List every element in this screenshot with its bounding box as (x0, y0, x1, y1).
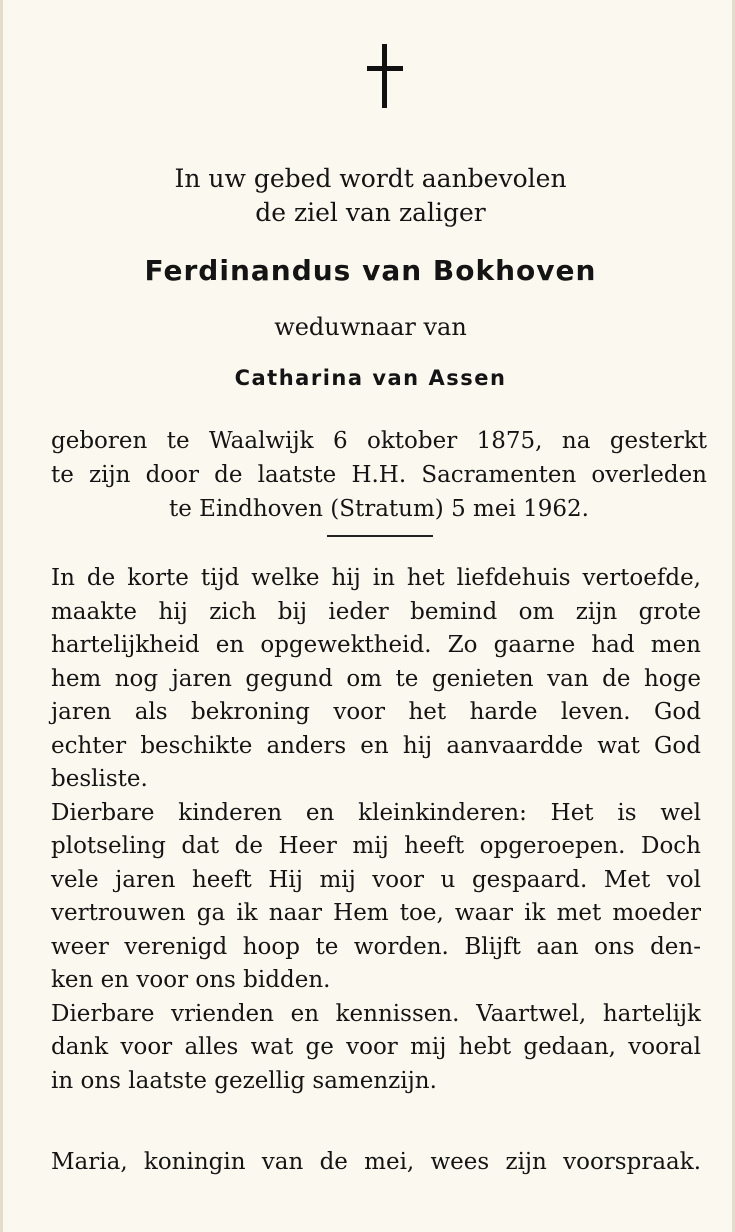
text-line: jaren als bekroning voor het harde leven. God (51, 699, 701, 725)
text-line: weer verenigd hoop te worden. Blijft aan ons den- (51, 933, 701, 960)
text-line: dank voor alles wat ge voor mij hebt gedaan, vooral (51, 1034, 701, 1060)
text-line: hartelijkheid en opgewektheid. Zo gaarne had men (51, 632, 701, 658)
text-line: In de korte tijd welke hij in het liefdehuis vertoefde, (51, 565, 701, 591)
relation-text: weduwnaar van (274, 313, 467, 341)
text-line: plotseling dat de Heer mij heeft opgeroepen. Doch (51, 833, 701, 859)
spouse-name: Catharina van Assen (234, 366, 507, 390)
birth-death-line: te zijn door de laatste H.H. Sacramenten overleden (51, 462, 707, 488)
closing-prayer: Maria, koningin van de mei, wees zijn voorspraak. (51, 1149, 701, 1175)
text-line: ken en voor ons bidden. (51, 967, 331, 993)
text-line: in ons laatste gezellig samenzijn. (51, 1067, 437, 1094)
text-line: Dierbare kinderen en kleinkinderen: Het is wel (51, 799, 701, 826)
text-line: echter beschikte anders en hij aanvaardde wat God (51, 732, 701, 759)
intro-line-1: In uw gebed wordt aanbevolen (174, 164, 567, 193)
birth-death-block (51, 424, 707, 526)
deceased-name: Ferdinandus van Bokhoven (144, 254, 597, 287)
cross-icon (367, 44, 403, 108)
text-line: Dierbare vrienden en kennissen. Vaartwel, hartelijk (51, 1000, 701, 1027)
text-line: maakte hij zich bij ieder bemind om zijn grote (51, 598, 701, 625)
text-line: besliste. (51, 766, 148, 792)
birth-death-line: geboren te Waalwijk 6 oktober 1875, na gesterkt (51, 428, 707, 454)
text-line: vertrouwen ga ik naar Hem toe, waar ik met moeder (51, 900, 701, 926)
memorial-text (51, 562, 701, 1098)
intro-line-2: de ziel van zaliger (255, 198, 486, 227)
birth-death-line: te Eindhoven (Stratum) 5 mei 1962. (169, 496, 589, 522)
text-line: hem nog jaren gegund om te genieten van de hoge (51, 665, 701, 692)
text-line: vele jaren heeft Hij mij voor u gespaard. Met vol (51, 866, 701, 893)
divider (327, 535, 433, 537)
